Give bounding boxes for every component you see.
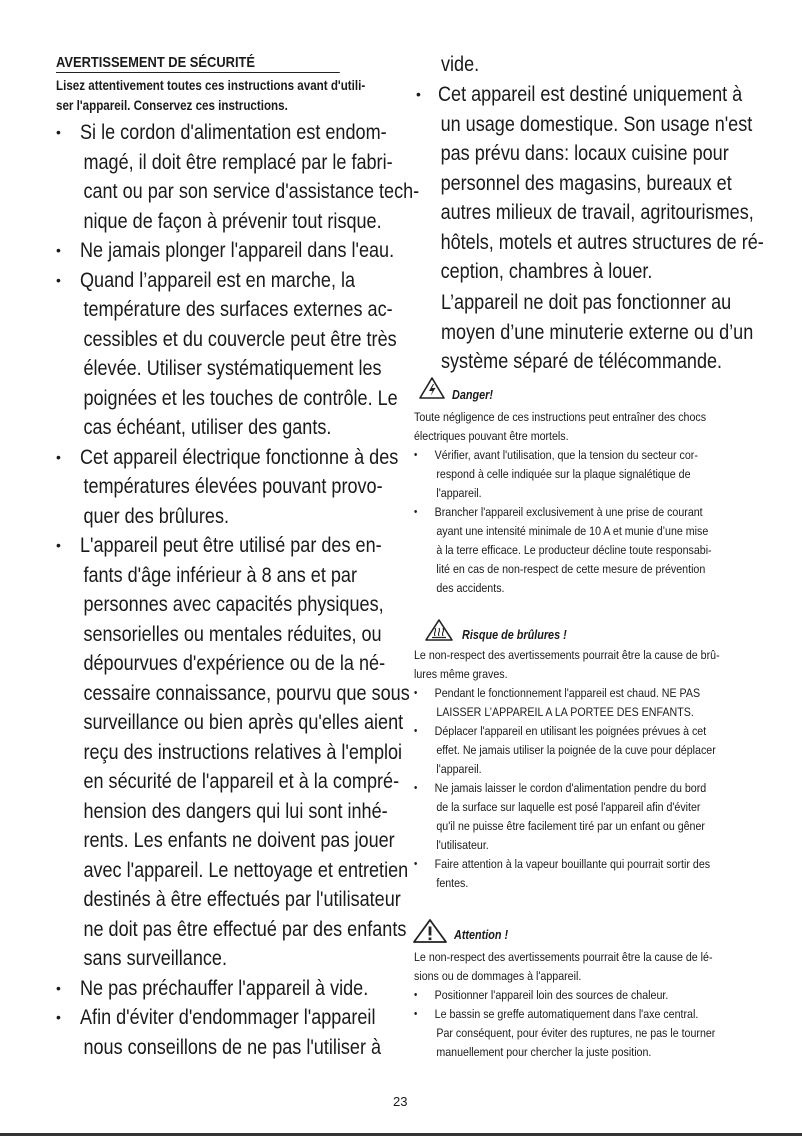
text-line: cessaire connaissance, pourvu que sous: [83, 681, 410, 705]
hazard-item-line: [414, 986, 715, 1005]
intro-text: [56, 76, 365, 116]
hazard-item-line: [414, 779, 720, 798]
intro-line: Lisez attentivement toutes ces instructions avant d'utili-: [56, 78, 366, 93]
text-line: Ne pas préchauffer l'appareil à vide.: [80, 976, 369, 1000]
text-line: moyen d’une minuterie externe ou d’un: [441, 320, 754, 344]
text-line: pas prévu dans: locaux cuisine pour: [440, 142, 729, 165]
text-line: fentes.: [436, 876, 469, 890]
text-line: de la surface sur laquelle est posé l'appareil afin d'éviter: [436, 800, 701, 814]
hazard-item-line: [414, 703, 720, 722]
hazard-item-line: [414, 722, 720, 741]
text-line: destinés à être effectués par l'utilisateur: [83, 888, 401, 911]
text-line: Déplacer l'appareil en utilisant les poignées prévues à cet: [434, 724, 707, 738]
text-line: Brancher l'appareil exclusivement à une prise de courant: [434, 505, 703, 519]
hazard-item-line: [414, 560, 712, 579]
text-line: Pendant le fonctionnement l'appareil est chaud. NE PAS: [434, 686, 701, 700]
bullet-glyph: •: [56, 448, 61, 465]
attention-block: [414, 948, 715, 1062]
warning-triangle-icon: [418, 376, 446, 400]
text-line: poignées et les touches de contrôle. Le: [83, 386, 398, 410]
hazard-text-line: Le non-respect des avertissements pourrait être la cause de lé-: [414, 950, 713, 964]
text-line: qu'il ne puisse être facilement tiré par un enfant ou gêner: [436, 819, 705, 833]
hazard-text-line: lures même graves.: [414, 667, 508, 681]
hazard-item-line: [414, 484, 712, 503]
text-line: nique de façon à prévenir tout risque.: [83, 209, 382, 233]
text-line: personnes avec capacités physiques,: [83, 593, 384, 616]
text-line: lité en cas de non-respect de cette mesure de prévention: [436, 562, 706, 576]
bullet-glyph: •: [414, 1008, 418, 1020]
text-line: cant ou par son service d'assistance tech-: [83, 180, 420, 203]
text-line: Ne jamais laisser le cordon d'alimentation pendre du bord: [434, 781, 707, 795]
hazard-item-line: [414, 855, 720, 874]
attention-label: Attention !: [454, 928, 509, 942]
text-line: L'appareil peut être utilisé par des en-: [80, 534, 382, 557]
text-line: effet. Ne jamais utiliser la poignée de la cuve pour déplacer: [436, 743, 716, 757]
text-line: respond à celle indiquée sur la plaque signalétique de: [436, 467, 691, 481]
text-line: manuellement pour chercher la juste position.: [436, 1045, 652, 1059]
text-line: des accidents.: [436, 581, 505, 595]
hazard-item-line: [414, 1005, 715, 1024]
text-line: L’appareil ne doit pas fonctionner au: [441, 291, 732, 314]
text-line: ne doit pas être effectué par des enfants: [83, 917, 407, 941]
warning-item-text: [80, 118, 419, 236]
text-line: magé, il doit être remplacé par le fabri-: [83, 150, 393, 174]
text-line: fants d'âge inférieur à 8 ans et par: [83, 563, 357, 587]
bullet-glyph: •: [414, 449, 418, 461]
text-line: Afin d'éviter d'endommager l'appareil: [80, 1006, 376, 1029]
warning-item-text: [80, 1003, 381, 1062]
hazard-item-line: [414, 836, 720, 855]
hazard-item-line: [414, 1024, 715, 1043]
bullet-glyph: •: [414, 506, 418, 518]
text-line: nous conseillons de ne pas l'utiliser à: [83, 1035, 382, 1059]
continued-line: vide.: [441, 53, 480, 76]
text-line: Positionner l'appareil loin des sources de chaleur.: [434, 988, 669, 1002]
warning-item-text: [80, 443, 398, 532]
warning-item-text: [80, 974, 368, 1004]
danger-block: [414, 408, 712, 598]
text-line: surveillance ou bien après qu'elles aient: [83, 711, 404, 734]
bullet-glyph: •: [56, 124, 61, 140]
text-line: Cet appareil électrique fonctionne à des: [80, 445, 399, 469]
burn-block: [414, 646, 720, 893]
hazard-item-line: [414, 798, 720, 817]
text-line: ayant une intensité minimale de 10 A et munie d’une mise: [436, 524, 709, 538]
bullet-glyph: •: [414, 858, 418, 870]
text-line: Vérifier, avant l'utilisation, que la tension du secteur cor-: [434, 448, 698, 462]
text-line: hôtels, motels et autres structures de ré-: [440, 230, 764, 254]
text-line: Si le cordon d'alimentation est endom-: [80, 121, 387, 144]
hazard-item-line: [414, 465, 712, 484]
text-line: Quand l’appareil est en marche, la: [80, 268, 356, 292]
text-line: Le bassin se greffe automatiquement dans l'axe central.: [434, 1007, 699, 1021]
bullet-glyph: •: [56, 537, 61, 553]
warning-item-text: [438, 80, 764, 287]
hazard-text-line: sions ou de dommages à l'appareil.: [414, 969, 582, 983]
hazard-item-line: [414, 817, 720, 836]
hazard-text-line: électriques pouvant être mortels.: [414, 429, 569, 443]
hazard-item-line: [414, 874, 720, 893]
hot-surface-icon: [424, 618, 454, 642]
text-line: système séparé de télécommande.: [441, 350, 723, 373]
bullet-glyph: •: [416, 86, 421, 102]
bullet-glyph: •: [56, 242, 61, 258]
hazard-item-line: [414, 503, 712, 522]
text-line: personnel des magasins, bureaux et: [440, 171, 732, 195]
hazard-item-line: [414, 760, 720, 779]
section-title: AVERTISSEMENT DE SÉCURITÉ: [56, 54, 340, 73]
bullet-glyph: •: [414, 782, 418, 794]
hazard-item-line: [414, 1043, 715, 1062]
text-line: cessibles et du couvercle peut être très: [83, 327, 397, 351]
text-line: hension des dangers qui lui sont inhé-: [83, 799, 388, 823]
hazard-item-line: [414, 446, 712, 465]
text-line: à la terre efficace. Le producteur décline toute responsabi-: [436, 543, 712, 557]
text-line: quer des brûlures.: [83, 504, 230, 528]
text-line: sensorielles ou mentales réduites, ou: [83, 622, 382, 646]
text-line: dépourvues d'expérience ou de la né-: [83, 652, 386, 675]
text-line: reçu des instructions relatives à l'emploi: [83, 740, 403, 764]
text-line: température des surfaces externes ac-: [83, 298, 393, 321]
hazard-item-line: [414, 541, 712, 560]
text-line: Par conséquent, pour éviter des ruptures, ne pas le tourner: [436, 1026, 716, 1040]
text-line: élevée. Utiliser systématiquement les: [83, 357, 382, 380]
hazard-text-line: Toute négligence de ces instructions peut entraîner des chocs: [414, 410, 707, 424]
warning-item-text: [80, 266, 398, 443]
burn-label: Risque de brûlures !: [462, 628, 567, 642]
bullet-glyph: •: [56, 1009, 61, 1025]
warning-item-text: [80, 236, 394, 266]
timer-paragraph: [441, 288, 753, 377]
text-line: températures élevées pouvant provo-: [83, 475, 383, 498]
bullet-glyph: •: [414, 687, 418, 699]
text-line: LAISSER L’APPAREIL A LA PORTEE DES ENFANTS.: [436, 705, 694, 719]
hazard-item-line: [414, 741, 720, 760]
hazard-item-line: [414, 522, 712, 541]
bullet-glyph: •: [56, 271, 61, 288]
text-line: sans surveillance.: [83, 947, 227, 970]
text-line: autres milieux de travail, agritourismes,: [440, 201, 754, 224]
text-line: rents. Les enfants ne doivent pas jouer: [83, 829, 395, 852]
text-line: cas échéant, utiliser des gants.: [83, 416, 332, 439]
bullet-glyph: •: [56, 979, 61, 996]
bullet-glyph: •: [414, 989, 418, 1001]
bullet-glyph: •: [414, 725, 418, 737]
danger-label: Danger!: [452, 388, 493, 402]
intro-line: ser l'appareil. Conservez ces instructions.: [56, 98, 288, 113]
page-number: 23: [393, 1094, 408, 1109]
hazard-text-line: Le non-respect des avertissements pourrait être la cause de brû-: [414, 648, 720, 662]
hazard-item-line: [414, 579, 712, 598]
text-line: l'appareil.: [436, 486, 482, 500]
warning-triangle-icon: [412, 918, 448, 944]
text-line: un usage domestique. Son usage n'est: [440, 112, 753, 136]
warning-item-text: [80, 531, 410, 974]
hazard-item-line: [414, 684, 720, 703]
text-line: Faire attention à la vapeur bouillante qui pourrait sortir des: [434, 857, 711, 871]
text-line: en sécurité de l'appareil et à la compré-: [83, 770, 400, 793]
text-line: Ne jamais plonger l'appareil dans l'eau.: [80, 239, 395, 262]
text-line: l'utilisateur.: [436, 838, 489, 852]
text-line: ception, chambres à louer.: [440, 260, 653, 283]
text-line: l'appareil.: [436, 762, 482, 776]
text-line: Cet appareil est destiné uniquement à: [438, 83, 743, 106]
text-line: avec l'appareil. Le nettoyage et entretien: [83, 858, 409, 882]
